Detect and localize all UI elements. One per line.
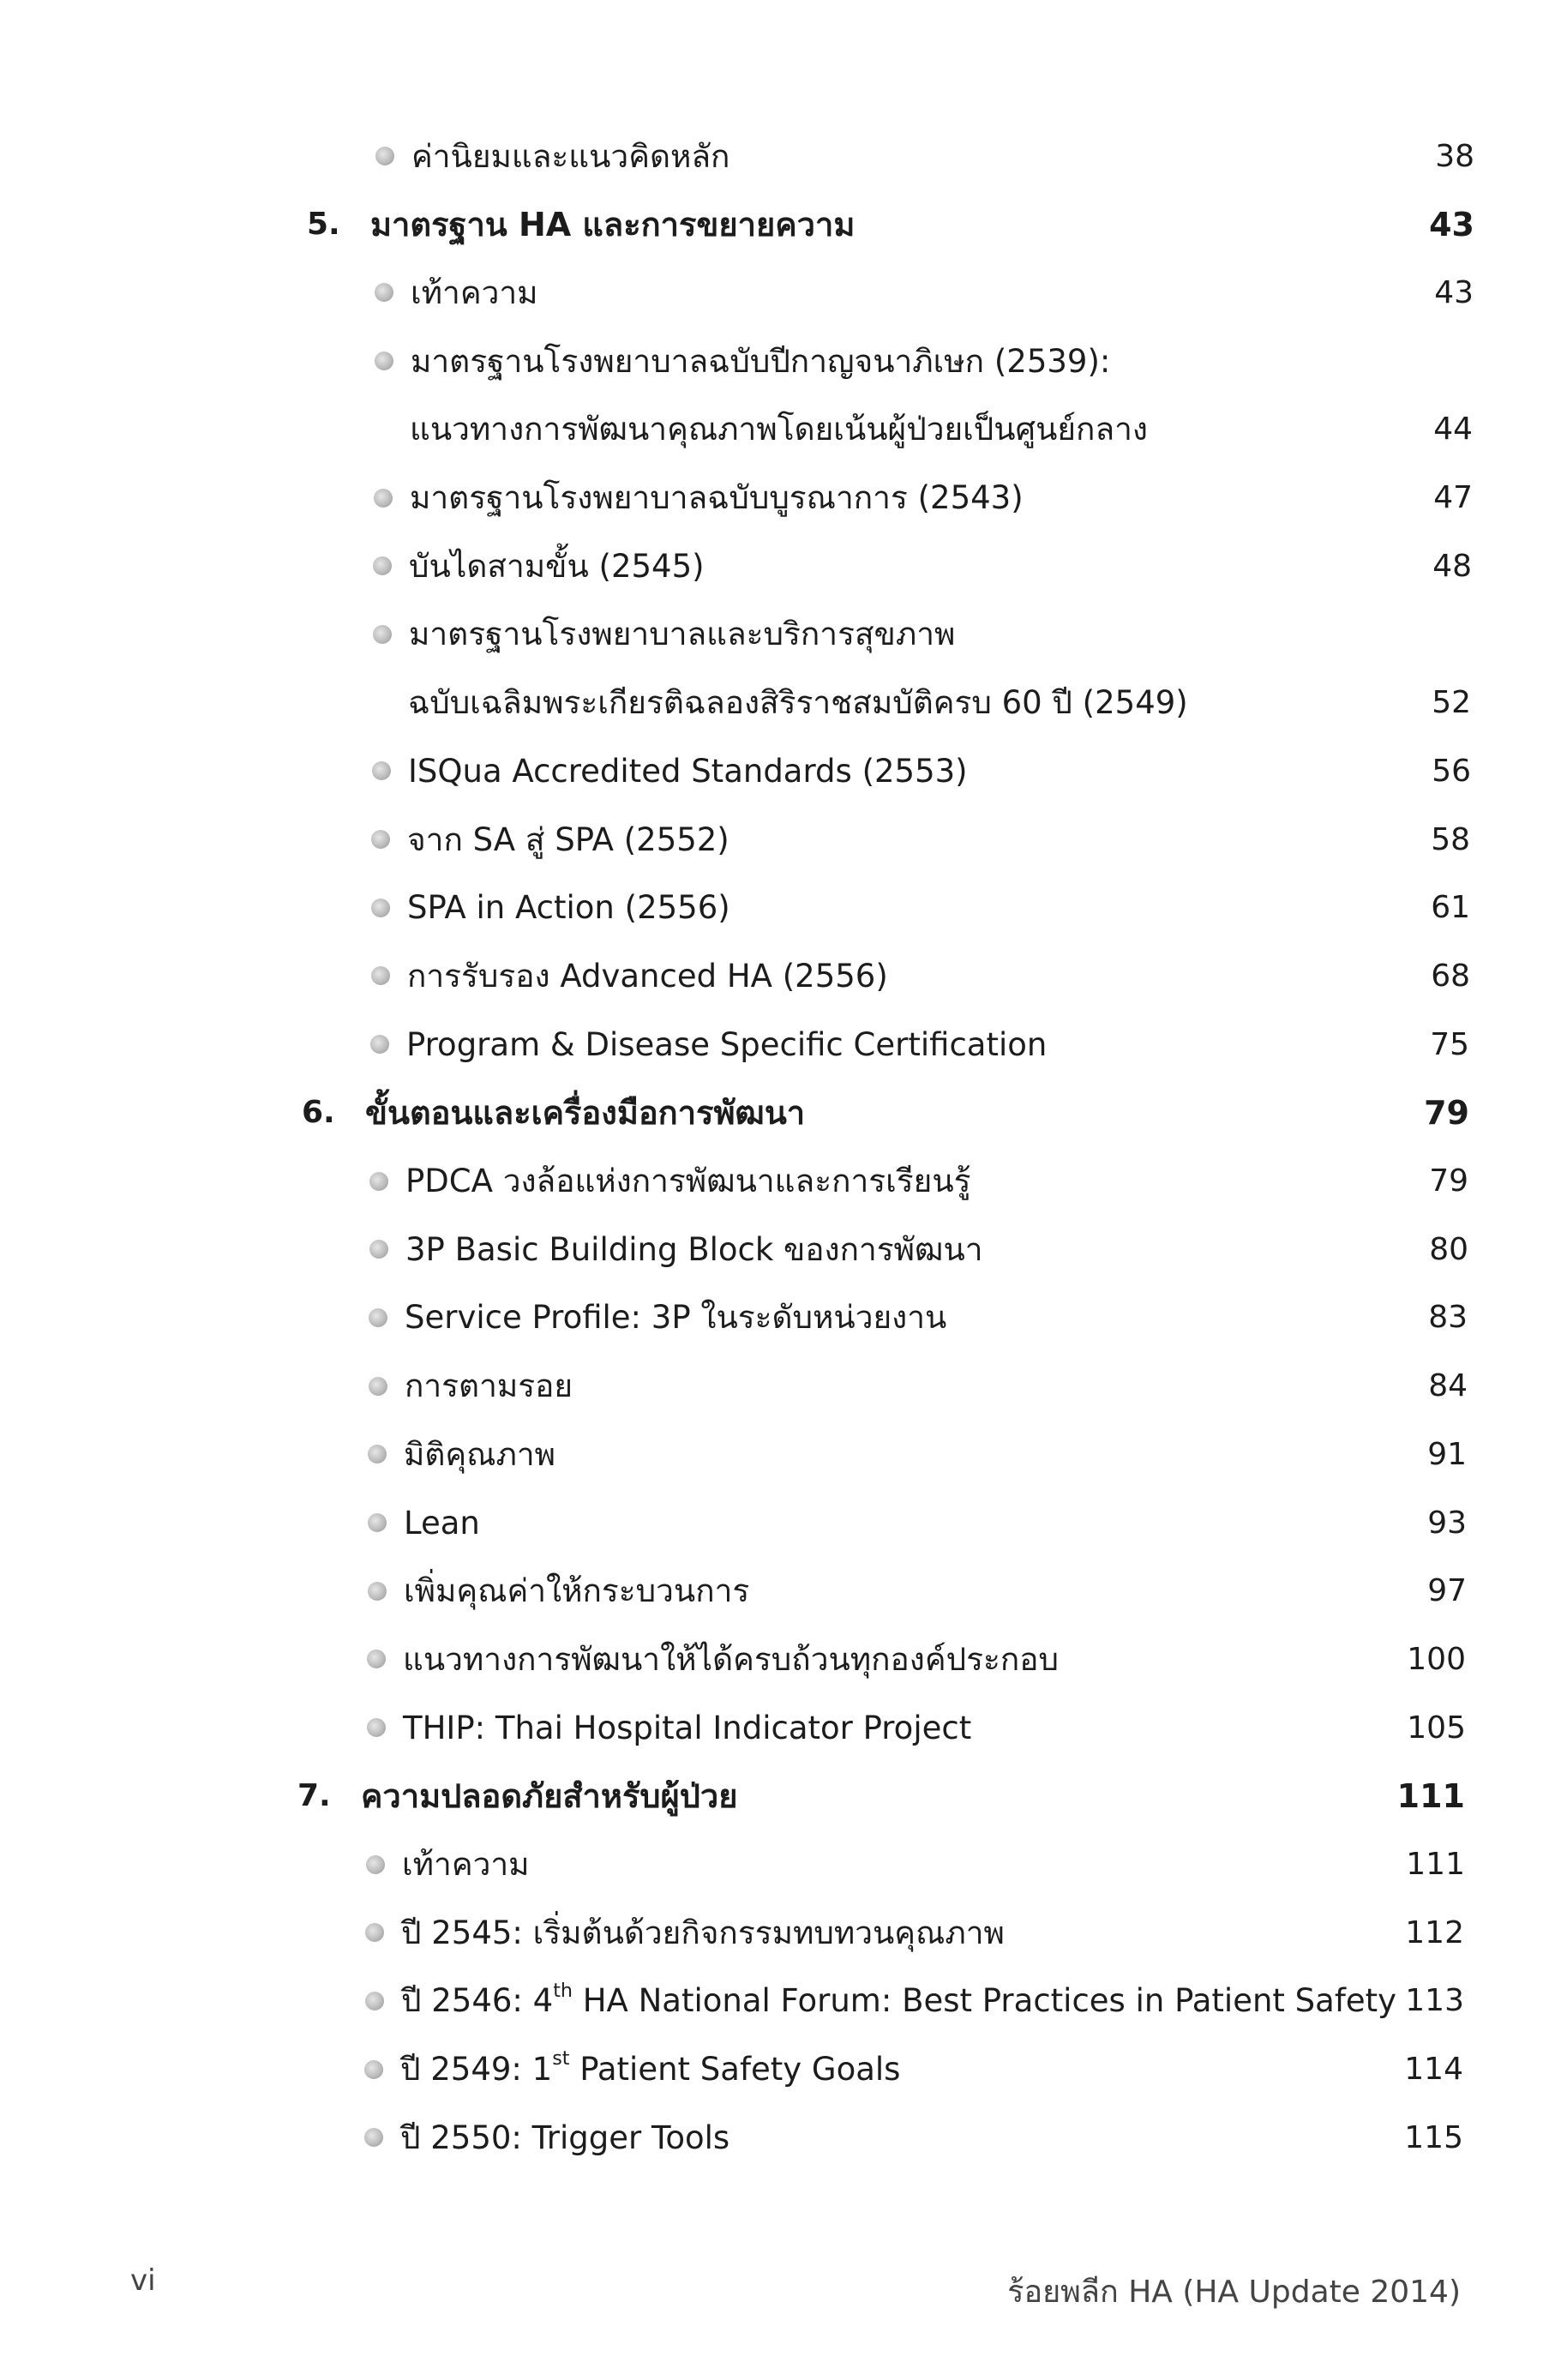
ordinal-suffix: th — [553, 1979, 573, 2002]
bullet-icon — [370, 1035, 389, 1054]
page-ref: 93 — [1427, 1505, 1467, 1541]
page-ref: 43 — [1429, 205, 1474, 243]
entry-title: ISQua Accredited Standards (2553) — [408, 752, 968, 790]
page-ref: 105 — [1407, 1710, 1466, 1746]
toc-entry — [0, 941, 1543, 1010]
page-ref: 84 — [1428, 1368, 1468, 1404]
bullet-icon — [368, 1513, 387, 1532]
entry-title: เพิ่มคุณค่าให้กระบวนการ — [404, 1572, 750, 1610]
toc-entry — [0, 1625, 1543, 1693]
entry-title: ค่านิยมและแนวคิดหลัก — [411, 137, 730, 175]
toc-entry — [0, 669, 1543, 737]
page-ref: 44 — [1433, 412, 1473, 448]
page-ref: 111 — [1406, 1847, 1465, 1882]
section-title: ความปลอดภัยสำหรับผู้ป่วย — [361, 1777, 738, 1816]
page-ref: 100 — [1407, 1641, 1466, 1677]
page-ref: 80 — [1429, 1231, 1468, 1267]
toc-entry — [0, 1488, 1543, 1557]
bullet-icon — [365, 1923, 384, 1942]
toc-section — [0, 1079, 1543, 1147]
bullet-icon — [369, 1377, 387, 1396]
entry-title: มาตรฐานโรงพยาบาลฉบับบูรณาการ (2543) — [410, 479, 1024, 516]
bullet-icon — [371, 830, 390, 849]
entry-title: SPA in Action (2556) — [407, 889, 730, 927]
toc-entry — [0, 1967, 1543, 2035]
entry-title: จาก SA สู่ SPA (2552) — [407, 820, 729, 858]
toc-section — [0, 190, 1543, 259]
toc-entry — [0, 1557, 1543, 1626]
toc-entry — [0, 2035, 1543, 2104]
toc-entry — [0, 1147, 1543, 1216]
entry-title: เท้าความ — [411, 273, 538, 311]
page-ref: 52 — [1432, 685, 1471, 721]
page-ref: 56 — [1432, 753, 1471, 789]
page-ref: 91 — [1427, 1436, 1467, 1472]
page-ref: 113 — [1405, 1983, 1464, 2019]
entry-title: 3P Basic Building Block ของการพัฒนา — [405, 1230, 983, 1268]
entry-title: การตามรอย — [405, 1367, 573, 1405]
entry-title — [401, 1975, 1396, 2026]
entry-title-part: ปี 2549: 1 — [400, 2051, 553, 2089]
page-ref: 38 — [1435, 138, 1474, 174]
toc-entry — [0, 1420, 1543, 1488]
bullet-icon — [372, 761, 391, 780]
entry-title: มิติคุณภาพ — [404, 1435, 556, 1473]
entry-title-part: Patient Safety Goals — [569, 2051, 901, 2089]
section-number: 6. — [302, 1095, 335, 1131]
ordinal-suffix: st — [552, 2047, 570, 2070]
bullet-icon — [367, 1718, 386, 1737]
section-title: มาตรฐาน HA และการขยายความ — [370, 206, 856, 244]
entry-title: THIP: Thai Hospital Indicator Project — [403, 1709, 972, 1746]
entry-title: Lean — [404, 1504, 480, 1542]
page-ref: 83 — [1428, 1300, 1468, 1336]
book-title-footer: ร้อยพลีก HA (HA Update 2014) — [1007, 2275, 1461, 2310]
bullet-icon — [375, 283, 393, 302]
bullet-icon — [374, 489, 393, 508]
toc-entry — [0, 464, 1543, 532]
page-ref: 68 — [1431, 958, 1470, 994]
entry-title-part: HA National Forum: Best Practices in Patient Safety — [572, 1982, 1397, 2020]
entry-title: ปี 2545: เริ่มต้นด้วยกิจกรรมทบทวนคุณภาพ — [401, 1914, 1005, 1951]
page-ref: 43 — [1434, 274, 1474, 310]
toc-entry — [0, 2103, 1543, 2172]
entry-title — [400, 2044, 900, 2095]
bullet-icon — [368, 1582, 387, 1601]
bullet-icon — [364, 2060, 383, 2079]
bullet-icon — [375, 352, 393, 370]
toc-section — [0, 1762, 1543, 1830]
toc-entry — [0, 1693, 1543, 1762]
section-number: 7. — [297, 1778, 331, 1814]
bullet-icon — [369, 1172, 388, 1191]
entry-title: แนวทางการพัฒนาคุณภาพโดยเน้นผู้ป่วยเป็นศูนย์กลาง — [410, 411, 1148, 448]
entry-title: PDCA วงล้อแห่งการพัฒนาและการเรียนรู้ — [405, 1163, 971, 1199]
bullet-icon — [375, 147, 394, 165]
entry-title-part: ปี 2546: 4 — [401, 1982, 554, 2020]
bullet-icon — [367, 1650, 386, 1668]
toc-entry — [0, 532, 1543, 600]
entry-title: Program & Disease Specific Certification — [406, 1025, 1048, 1063]
page-ref: 114 — [1404, 2052, 1463, 2088]
toc-entry — [0, 1283, 1543, 1352]
entry-title: บันไดสามขั้น (2545) — [409, 547, 705, 585]
bullet-icon — [365, 1992, 384, 2010]
entry-title: ฉบับเฉลิมพระเกียรติฉลองสิริราชสมบัติครบ 60 ปี (2549) — [408, 684, 1188, 722]
page-ref: 112 — [1405, 1914, 1464, 1950]
bullet-icon — [364, 2128, 383, 2147]
toc-entry — [0, 1352, 1543, 1421]
toc-entry — [0, 600, 1543, 669]
bullet-icon — [369, 1308, 387, 1327]
toc-entry — [0, 1010, 1543, 1079]
bullet-icon — [366, 1855, 385, 1874]
page-ref: 97 — [1427, 1573, 1467, 1609]
entry-title: ปี 2550: Trigger Tools — [400, 2119, 730, 2156]
toc-entry — [0, 1898, 1543, 1967]
page-number: vi — [130, 2263, 156, 2298]
toc-entry — [0, 736, 1543, 805]
page-ref: 79 — [1429, 1163, 1468, 1199]
toc-entry — [0, 874, 1543, 942]
page-ref: 61 — [1431, 890, 1470, 926]
bullet-icon — [371, 899, 390, 917]
entry-title: การรับรอง Advanced HA (2556) — [407, 957, 888, 995]
toc-entry — [0, 258, 1543, 327]
page-ref: 48 — [1432, 548, 1472, 584]
section-title: ขั้นตอนและเครื่องมือการพัฒนา — [365, 1094, 806, 1133]
toc-entry — [0, 805, 1543, 874]
entry-title: มาตรฐานโรงพยาบาลและบริการสุขภาพ — [409, 616, 956, 653]
toc-entry — [0, 1830, 1543, 1899]
toc-entry — [0, 122, 1543, 190]
entry-title: แนวทางการพัฒนาให้ได้ครบถ้วนทุกองค์ประกอบ — [403, 1640, 1059, 1678]
page-ref: 111 — [1396, 1776, 1465, 1815]
toc-entry — [0, 327, 1543, 395]
bullet-icon — [373, 625, 392, 644]
toc-entry — [0, 395, 1543, 464]
section-number: 5. — [307, 207, 340, 243]
bullet-icon — [373, 556, 392, 575]
page-ref: 58 — [1431, 821, 1470, 857]
toc-entry — [0, 1215, 1543, 1283]
bullet-icon — [371, 966, 390, 985]
entry-title: มาตรฐานโรงพยาบาลฉบับปีกาญจนาภิเษก (2539): — [411, 342, 1111, 380]
entry-title: Service Profile: 3P ในระดับหน่วยงาน — [405, 1299, 947, 1337]
page-ref: 115 — [1404, 2119, 1463, 2155]
entry-title: เท้าความ — [402, 1846, 530, 1883]
page-ref: 79 — [1424, 1093, 1469, 1132]
bullet-icon — [369, 1240, 388, 1259]
page-ref: 75 — [1430, 1026, 1469, 1062]
bullet-icon — [368, 1445, 387, 1463]
page-ref: 47 — [1433, 480, 1473, 515]
